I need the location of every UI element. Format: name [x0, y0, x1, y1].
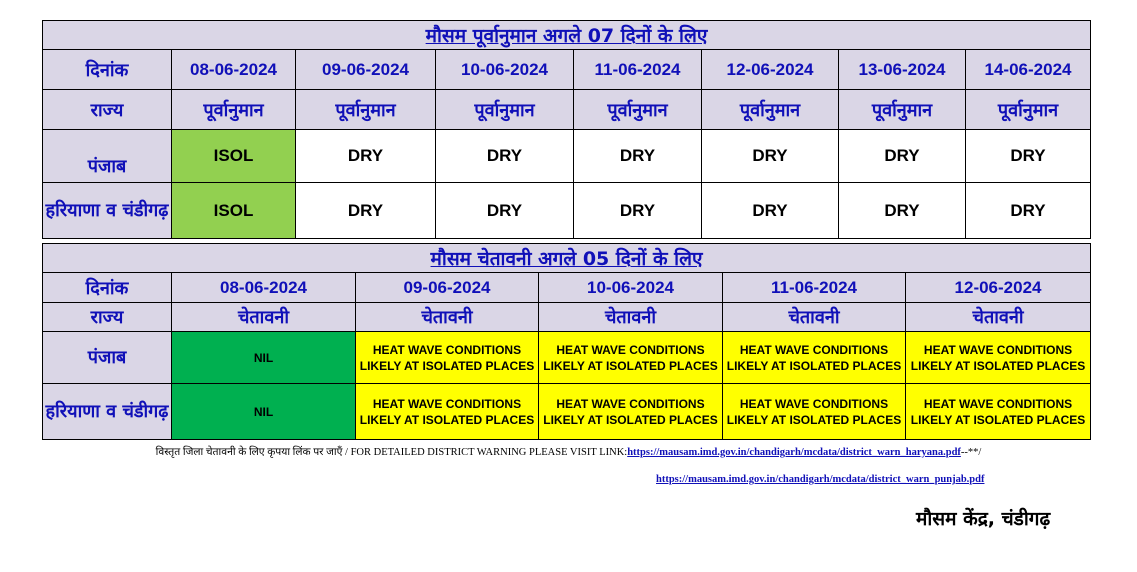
- forecast-date: 08-06-2024: [172, 50, 296, 90]
- forecast-title: मौसम पूर्वानुमान अगले 07 दिनों के लिए: [43, 21, 1091, 50]
- district-warning-note: [0, 445, 1137, 459]
- warning-value: HEAT WAVE CONDITIONS LIKELY AT ISOLATED PLACES: [539, 384, 723, 440]
- forecast-col-label: पूर्वानुमान: [702, 90, 839, 130]
- punjab-link-line: [656, 474, 984, 485]
- warning-value: HEAT WAVE CONDITIONS LIKELY AT ISOLATED PLACES: [723, 384, 906, 440]
- state-name: हरियाणा व चंडीगढ़: [43, 384, 172, 440]
- forecast-date: 13-06-2024: [839, 50, 966, 90]
- warning-value: NIL: [172, 332, 356, 384]
- table-row: [43, 130, 1091, 183]
- forecast-state-label: राज्य: [43, 90, 172, 130]
- forecast-date-label: दिनांक: [43, 50, 172, 90]
- state-name: हरियाणा व चंडीगढ़: [43, 183, 172, 239]
- warning-date: 12-06-2024: [906, 273, 1091, 303]
- warning-title: मौसम चेतावनी अगले 05 दिनों के लिए: [43, 244, 1091, 273]
- forecast-date: 12-06-2024: [702, 50, 839, 90]
- table-row: [43, 183, 1091, 239]
- forecast-value: DRY: [839, 130, 966, 183]
- forecast-value: DRY: [839, 183, 966, 239]
- forecast-date: 11-06-2024: [574, 50, 702, 90]
- forecast-date: 10-06-2024: [436, 50, 574, 90]
- forecast-col-label: पूर्वानुमान: [172, 90, 296, 130]
- warning-value: HEAT WAVE CONDITIONS LIKELY AT ISOLATED PLACES: [723, 332, 906, 384]
- haryana-warning-link[interactable]: https://mausam.imd.gov.in/chandigarh/mcdata/district_warn_haryana.pdf: [627, 447, 961, 458]
- state-name: पंजाब: [43, 332, 172, 384]
- punjab-warning-link[interactable]: https://mausam.imd.gov.in/chandigarh/mcdata/district_warn_punjab.pdf: [656, 474, 985, 485]
- table-row: [43, 332, 1091, 384]
- state-name: पंजाब: [43, 130, 172, 183]
- warning-state-label: राज्य: [43, 303, 172, 332]
- forecast-date: 09-06-2024: [296, 50, 436, 90]
- forecast-value: DRY: [702, 130, 839, 183]
- forecast-value: DRY: [436, 183, 574, 239]
- forecast-value: ISOL: [172, 130, 296, 183]
- forecast-value: DRY: [966, 183, 1091, 239]
- forecast-value: DRY: [296, 130, 436, 183]
- forecast-value: DRY: [574, 183, 702, 239]
- warning-value: HEAT WAVE CONDITIONS LIKELY AT ISOLATED PLACES: [906, 384, 1091, 440]
- forecast-col-label: पूर्वानुमान: [966, 90, 1091, 130]
- forecast-value: DRY: [436, 130, 574, 183]
- warning-col-label: चेतावनी: [172, 303, 356, 332]
- forecast-table: [42, 20, 1091, 239]
- warning-col-label: चेतावनी: [723, 303, 906, 332]
- forecast-value: ISOL: [172, 183, 296, 239]
- warning-col-label: चेतावनी: [356, 303, 539, 332]
- forecast-col-label: पूर्वानुमान: [839, 90, 966, 130]
- forecast-col-label: पूर्वानुमान: [436, 90, 574, 130]
- warning-date: 10-06-2024: [539, 273, 723, 303]
- warning-date: 11-06-2024: [723, 273, 906, 303]
- forecast-value: DRY: [966, 130, 1091, 183]
- warning-value: NIL: [172, 384, 356, 440]
- warning-col-label: चेतावनी: [906, 303, 1091, 332]
- warning-value: HEAT WAVE CONDITIONS LIKELY AT ISOLATED PLACES: [539, 332, 723, 384]
- forecast-value: DRY: [574, 130, 702, 183]
- warning-value: HEAT WAVE CONDITIONS LIKELY AT ISOLATED PLACES: [906, 332, 1091, 384]
- forecast-value: DRY: [296, 183, 436, 239]
- forecast-value: DRY: [702, 183, 839, 239]
- warning-col-label: चेतावनी: [539, 303, 723, 332]
- warning-value: HEAT WAVE CONDITIONS LIKELY AT ISOLATED PLACES: [356, 332, 539, 384]
- note-text: विस्तृत जिला चेतावनी के लिए कृपया लिंक पर जाएँ / FOR DETAILED DISTRICT WARNING PLEASE VISIT LINK:: [155, 447, 628, 458]
- warning-date-label: दिनांक: [43, 273, 172, 303]
- forecast-col-label: पूर्वानुमान: [574, 90, 702, 130]
- warning-table: [42, 243, 1091, 440]
- signature: मौसम केंद्र, चंडीगढ़: [916, 508, 1051, 530]
- note-suffix: --**/: [960, 447, 982, 458]
- warning-date: 09-06-2024: [356, 273, 539, 303]
- table-row: [43, 384, 1091, 440]
- warning-value: HEAT WAVE CONDITIONS LIKELY AT ISOLATED PLACES: [356, 384, 539, 440]
- forecast-date: 14-06-2024: [966, 50, 1091, 90]
- forecast-col-label: पूर्वानुमान: [296, 90, 436, 130]
- warning-date: 08-06-2024: [172, 273, 356, 303]
